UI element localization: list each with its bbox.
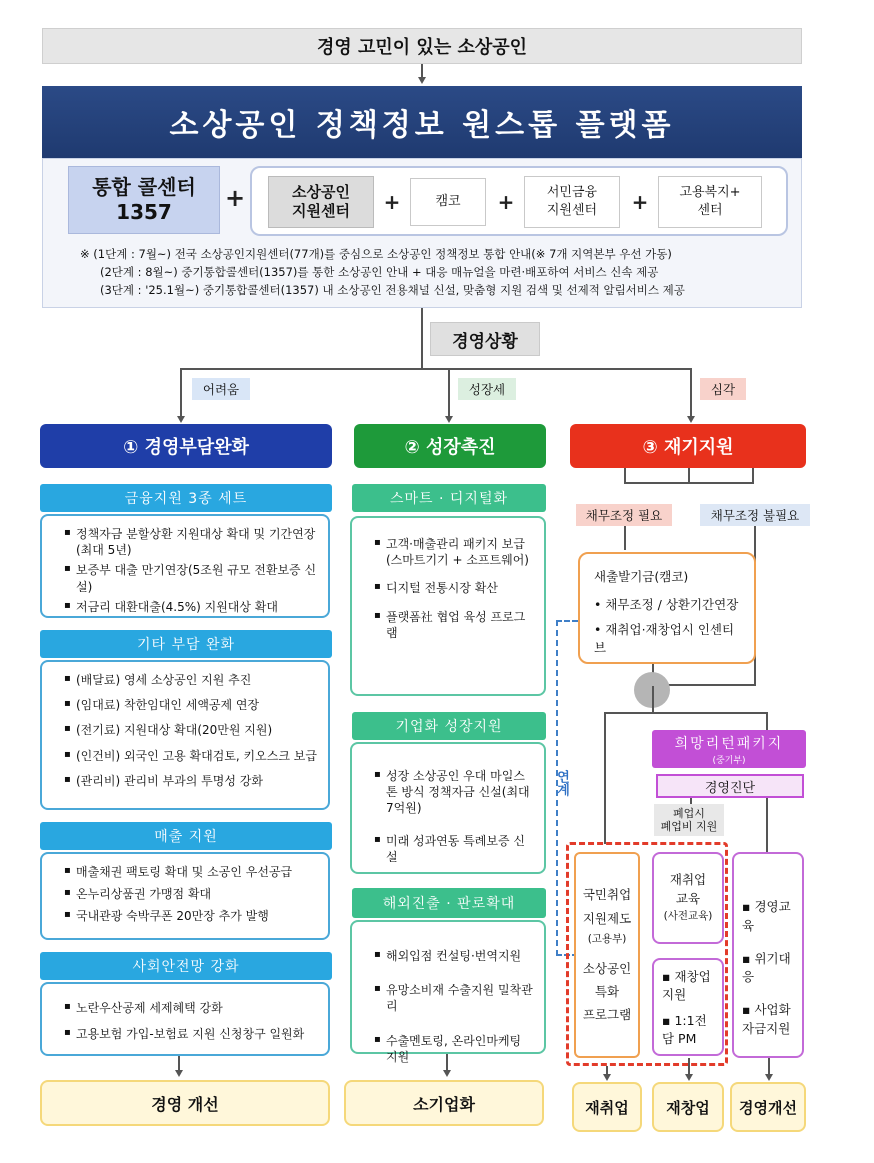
connector-line — [652, 686, 654, 712]
col2-section-digital-title: 스마트 · 디지털화 — [352, 484, 546, 512]
list-item: ▪ 보증부 대출 만기연장(5조원 규모 전환보증 신설) — [66, 562, 318, 594]
reemploy-edu-line: 재취업 — [669, 872, 707, 888]
hope-return-title: 희망리턴패키지 — [674, 735, 784, 752]
partner-kamco — [410, 178, 486, 226]
closure-support-tag: 폐업시 폐업비 지원 — [654, 804, 724, 836]
diagnosis-box: 경영진단 — [656, 774, 804, 798]
arrow-down-icon — [765, 1074, 773, 1081]
connector-line — [766, 798, 768, 854]
top-title-box — [42, 28, 802, 64]
situation-label: 경영상황 — [452, 331, 518, 352]
list-item-text: 채무조정 / 상환기간연장 — [605, 596, 739, 612]
employment-line: 지원제도 — [582, 910, 632, 926]
list-item: ▪ 온누리상품권 가맹점 확대 — [66, 886, 318, 902]
top-title: 경영 고민이 있는 소상공인 — [316, 37, 528, 58]
branch-mid — [448, 368, 450, 418]
list-item: ▪ 매출채권 팩토링 확대 및 소공인 우선공급 — [66, 864, 318, 880]
arrow-down-icon — [685, 1074, 693, 1081]
platform-banner — [42, 86, 802, 158]
partner-finance-line1: 서민금융 — [546, 185, 598, 201]
platform-banner-title: 소상공인 정책정보 원스톱 플랫폼 — [169, 108, 675, 143]
tag-difficult: 어려움 — [192, 378, 250, 400]
list-item: ▪ 경영교육 — [742, 899, 791, 933]
arrow-down-icon — [445, 416, 453, 423]
col2-section-growth — [350, 742, 546, 874]
col1-section-sales — [40, 852, 330, 940]
tag-severe: 심각 — [700, 378, 746, 400]
list-item: ▪ 저금리 대환대출(4.5%) 지원대상 확대 — [66, 599, 318, 615]
hope-return-package — [652, 730, 806, 768]
list-item: ▪ 정책자금 분할상환 지원대상 확대 및 기간연장(최대 5년) — [66, 526, 318, 558]
list-item: ▪ 디지털 전통시장 확산 — [376, 580, 534, 596]
connector-line — [421, 308, 423, 322]
col3-head: ③ 재기지원 — [570, 424, 806, 468]
list-item: ▪ 재창업 지원 — [662, 969, 711, 1003]
list-item: ▪ (임대료) 착한임대인 세액공제 연장 — [66, 697, 318, 713]
connector-line — [624, 468, 626, 482]
arrow-line — [421, 64, 423, 78]
reemploy-edu-box — [652, 852, 724, 944]
situation-box — [430, 322, 540, 356]
partner-welfare-line1: 고용복지+ — [679, 185, 741, 201]
arrow-down-icon — [687, 416, 695, 423]
list-item: ▪ 해외입점 컨설팅·번역지원 — [376, 948, 534, 964]
connector-line — [421, 322, 423, 368]
connector-line — [688, 468, 690, 482]
kamco-title: 새출발기금(캠코) — [594, 569, 689, 584]
reemploy-edu-line: 교육 — [675, 891, 701, 907]
partner-finance — [524, 176, 620, 228]
partner-welfare-line2: 센터 — [697, 203, 723, 218]
link-label: 연계 — [554, 770, 569, 796]
col2-section-export — [350, 920, 546, 1064]
col2-section-growth-title: 기업화 성장지원 — [352, 712, 546, 740]
col2-section-export-title: 해외진출 · 판로확대 — [352, 888, 546, 918]
connector-line — [624, 482, 754, 484]
plus-sign: + — [497, 190, 515, 214]
result-reemploy: 재취업 — [572, 1082, 642, 1132]
list-item: • 채무조정 / 상환기간연장 — [594, 596, 739, 612]
list-item: ▪ 고객·매출관리 패키지 보급 (스마트기기 + 소프트웨어) — [376, 536, 534, 568]
national-employment-box — [574, 852, 640, 1058]
tag-debt-not-needed: 채무조정 불필요 — [700, 504, 810, 526]
arrow-down-icon — [443, 1070, 451, 1077]
list-item: ▪ 고용보험 가입-보험료 지원 신청창구 일원화 — [66, 1026, 318, 1042]
list-item: ▪ 유망소비재 수출지원 밀착관리 — [376, 982, 534, 1014]
list-item-text: 위기대응 — [742, 950, 791, 985]
connector-line — [766, 712, 768, 732]
col1-section-safety-title: 사회안전망 강화 — [40, 952, 332, 980]
employment-line: 특화 — [594, 984, 620, 1000]
tag-growth: 성장세 — [458, 378, 516, 400]
connector-line — [604, 712, 768, 714]
list-item: ▪ 성장 소상공인 우대 마일스톤 방식 정책자금 신설(최대 7억원) — [376, 768, 534, 817]
branch-right — [690, 368, 692, 418]
col1-section-sales-title: 매출 지원 — [40, 822, 332, 850]
partner-sbc-line2: 지원센터 — [292, 202, 350, 220]
list-item-text: 사업화 자금지원 — [742, 1002, 791, 1036]
result-restart: 재창업 — [652, 1082, 724, 1132]
list-item: ▪ (전기료) 지원대상 확대(20만원 지원) — [66, 722, 318, 738]
restart-support-box — [652, 958, 724, 1056]
callcenter-box — [68, 166, 220, 234]
plus-sign: + — [224, 184, 246, 212]
partner-welfare — [658, 176, 762, 228]
col1-head: ① 경영부담완화 — [40, 424, 332, 468]
list-item: ▪ (관리비) 관리비 부과의 투명성 강화 — [66, 773, 318, 789]
list-item-text: 1:1전담 PM — [662, 1013, 707, 1047]
list-item: ▪ 플랫폼社 협업 육성 프로그램 — [376, 609, 534, 641]
list-item-text: 경영교육 — [742, 899, 791, 933]
connector-line — [604, 712, 606, 844]
partner-finance-line2: 지원센터 — [546, 203, 598, 218]
list-item: ▪ (배달료) 영세 소상공인 지원 추진 — [66, 672, 318, 688]
col2-section-digital — [350, 516, 546, 696]
col1-section-finance-title: 금융지원 3종 세트 — [40, 484, 332, 512]
employment-line: (고용부) — [587, 932, 627, 945]
note-step1: ※ (1단계 : 7월~) 전국 소상공인지원센터(77개)를 중심으로 소상공인 정책정보 통합 안내(※ 7개 지역본부 우선 가동) — [80, 247, 672, 261]
arrow-down-icon — [175, 1070, 183, 1077]
callcenter-number: 1357 — [116, 200, 172, 224]
kamco-fund-box — [578, 552, 756, 664]
list-item: • 재취업·재창업시 인센티브 — [594, 622, 735, 655]
arrow-down-icon — [177, 416, 185, 423]
col2-head: ② 성장촉진 — [354, 424, 546, 468]
list-item: ▪ 위기대응 — [742, 950, 791, 985]
col1-section-burden-title: 기타 부담 완화 — [40, 630, 332, 658]
hope-return-sub: (중기부) — [712, 755, 746, 766]
partner-kamco-label: 캠코 — [435, 194, 461, 210]
list-item-text: 재취업·재창업시 인센티브 — [594, 622, 735, 655]
partner-sbc — [268, 176, 374, 228]
branch-line — [180, 368, 692, 370]
col1-section-safety — [40, 982, 330, 1056]
connector-line — [752, 468, 754, 482]
reemploy-edu-line: (사전교육) — [663, 909, 713, 922]
arrow-down-icon — [418, 77, 426, 84]
plus-sign: + — [383, 190, 401, 214]
col1-section-burden — [40, 660, 330, 810]
list-item: ▪ 노란우산공제 세제혜택 강화 — [66, 1000, 318, 1016]
tag-debt-needed: 채무조정 필요 — [576, 504, 672, 526]
list-item: ▪ 미래 성과연동 특례보증 신설 — [376, 833, 534, 865]
col1-section-finance — [40, 514, 330, 618]
list-item: ▪ (인건비) 외국인 고용 확대검토, 키오스크 보급 — [66, 748, 318, 764]
list-item: ▪ 수출멘토링, 온라인마케팅 지원 — [376, 1033, 534, 1065]
employment-line: 프로그램 — [582, 1007, 632, 1023]
management-support-box — [732, 852, 804, 1058]
partner-sbc-line1: 소상공인 — [292, 182, 350, 201]
note-step3: (3단계 : '25.1월~) 중기통합콜센터(1357) 내 소상공인 전용채널 신설, 맞춤형 지원 검색 및 선제적 알림서비스 제공 — [100, 283, 685, 297]
note-step2: (2단계 : 8월~) 중기통합콜센터(1357)를 통한 소상공인 안내 + 대응 매뉴얼을 마련·배포하여 서비스 신속 제공 — [100, 265, 659, 279]
branch-left — [180, 368, 182, 418]
list-item-text: 재창업 지원 — [662, 969, 711, 1003]
connector-line — [624, 526, 626, 550]
employment-line: 국민취업 — [582, 887, 632, 903]
result-management: 경영개선 — [730, 1082, 806, 1132]
col2-result: 소기업화 — [344, 1080, 544, 1126]
col1-result: 경영 개선 — [40, 1080, 330, 1126]
arrow-down-icon — [603, 1074, 611, 1081]
callcenter-label: 통합 콜센터 — [92, 175, 196, 199]
plus-sign: + — [631, 190, 649, 214]
list-item: ▪ 1:1전담 PM — [662, 1013, 707, 1047]
list-item: ▪ 국내관광 숙박쿠폰 20만장 추가 발행 — [66, 908, 318, 924]
list-item: ▪ 사업화 자금지원 — [742, 1002, 791, 1036]
employment-line: 소상공인 — [582, 961, 632, 977]
